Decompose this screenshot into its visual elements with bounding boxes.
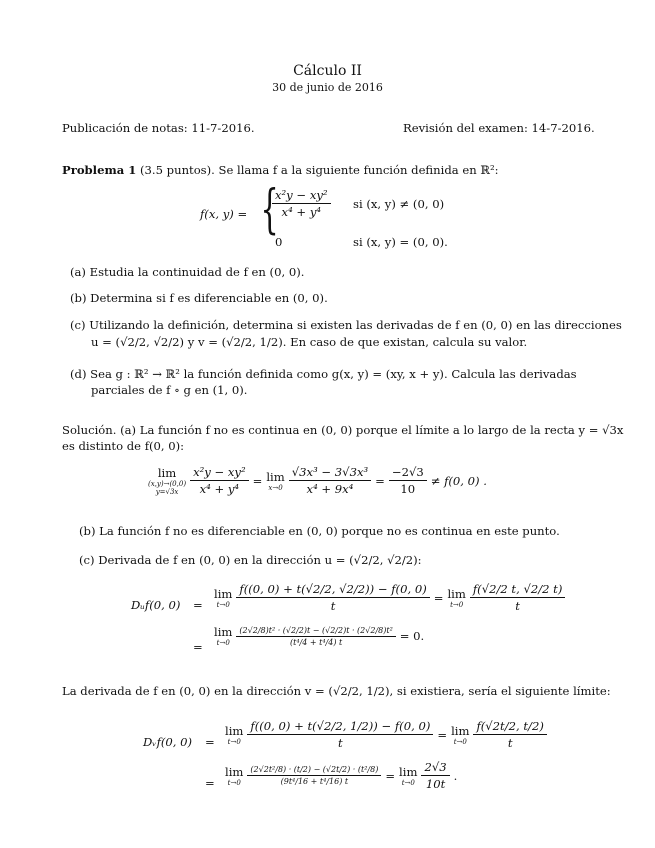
result-denominator: 10 bbox=[400, 482, 416, 496]
limit-fraction bbox=[190, 465, 249, 496]
solution-line1: Solución. (a) La función f no es continua en (0, 0) porque el límite a lo largo de la recta y = √3x bbox=[62, 423, 624, 437]
case2-condition: si (x, y) = (0, 0). bbox=[353, 235, 448, 249]
dv-numerator-2: f(√2t/2, t/2) bbox=[473, 719, 546, 735]
du-result: = 0. bbox=[399, 629, 425, 643]
lim-text: lim bbox=[214, 625, 233, 639]
du-denominator-2: t bbox=[515, 599, 520, 613]
solution-item-c: (c) Derivada de f en (0, 0) en la dirección u = (√2/2, √2/2): bbox=[79, 553, 422, 567]
limit-operator-t bbox=[447, 587, 465, 609]
substituted-numerator: √3x³ − 3√3x³ bbox=[289, 465, 371, 481]
equals-sign: = bbox=[252, 473, 263, 488]
definition-brace: { bbox=[260, 180, 279, 240]
lim-subscript: t→0 bbox=[401, 778, 415, 787]
lim-subscript: t→0 bbox=[216, 600, 230, 609]
equals-sign: = bbox=[193, 640, 203, 654]
solution-line2: es distinto de f(0, 0): bbox=[62, 439, 185, 453]
case1-denominator: x⁴ + y⁴ bbox=[281, 205, 322, 219]
dv-fraction-3 bbox=[247, 765, 381, 786]
dv-numerator-3: (2√2t²/8) · (t/2) − (√2t/2) · (t²/8) bbox=[247, 765, 381, 776]
equals-sign: = bbox=[205, 735, 215, 749]
problem-label: Problema 1 bbox=[62, 163, 137, 177]
lim-subscript: t→0 bbox=[450, 600, 464, 609]
dv-fraction-1 bbox=[247, 719, 433, 750]
result-numerator: −2√3 bbox=[389, 465, 427, 481]
limit-operator-t bbox=[214, 625, 232, 647]
du-fraction-2 bbox=[470, 582, 566, 613]
equals-sign: = bbox=[437, 727, 448, 742]
limit-equation-a bbox=[148, 465, 487, 496]
page-title: Cálculo II bbox=[293, 63, 362, 79]
du-lhs: Dᵤf(0, 0) bbox=[131, 598, 181, 612]
lim-text: lim bbox=[451, 723, 470, 738]
lim-text: lim bbox=[447, 586, 466, 601]
problem-intro-text: (3.5 puntos). Se llama f a la siguiente función definida en ℝ²: bbox=[140, 163, 499, 177]
equals-sign: = bbox=[385, 768, 396, 783]
dv-lhs: Dᵥf(0, 0) bbox=[143, 735, 193, 749]
period: . bbox=[453, 768, 458, 783]
du-denominator-1: t bbox=[330, 599, 336, 613]
limit-operator-t bbox=[225, 765, 243, 787]
du-denominator-3: (t⁴/4 + t⁴/4) t bbox=[290, 637, 343, 647]
limit-numerator: x²y − xy² bbox=[190, 465, 249, 481]
limit-operator-x bbox=[266, 470, 284, 492]
lim-subscript: x→0 bbox=[268, 483, 283, 492]
review-notice: Revisión del examen: 14-7-2016. bbox=[403, 121, 595, 135]
problem-item-a: (a) Estudia la continuidad de f en (0, 0). bbox=[70, 265, 305, 279]
dv-intro: La derivada de f en (0, 0) en la dirección v = (√2/2, 1/2), si existiera, sería el siguiente límite: bbox=[62, 684, 611, 698]
case1-numerator: x²y − xy² bbox=[272, 188, 331, 204]
problem-item-c-line2: u = (√2/2, √2/2) y v = (√2/2, 1/2). En caso de que existan, calcula su valor. bbox=[91, 335, 528, 349]
substituted-fraction bbox=[289, 465, 371, 496]
dv-numerator-1: f((0, 0) + t(√2/2, 1/2)) − f(0, 0) bbox=[247, 719, 433, 735]
problem-item-d-line2: parciales de f ∘ g en (1, 0). bbox=[91, 383, 248, 397]
dv-denominator-1: t bbox=[338, 736, 343, 750]
problem-item-d-line1: (d) Sea g : ℝ² → ℝ² la función definida como g(x, y) = (xy, x + y). Calcula las derivadas bbox=[70, 367, 577, 381]
not-equal-tail: ≠ f(0, 0) . bbox=[430, 473, 487, 488]
dv-fraction-4 bbox=[421, 760, 449, 791]
solution-item-b: (b) La función f no es diferenciable en (0, 0) porque no es continua en este punto. bbox=[79, 524, 560, 538]
lim-text: lim bbox=[157, 465, 177, 480]
equals-sign: = bbox=[375, 473, 385, 488]
substituted-denominator: x⁴ + 9x⁴ bbox=[306, 482, 354, 496]
dv-denominator-4: 10t bbox=[425, 777, 446, 791]
equals-sign: = bbox=[205, 776, 215, 790]
lim-text: lim bbox=[399, 764, 418, 779]
dv-line1 bbox=[225, 719, 547, 750]
du-line1 bbox=[214, 582, 565, 613]
case2-value: 0 bbox=[275, 235, 283, 249]
dv-line2 bbox=[225, 760, 457, 791]
du-fraction-1 bbox=[236, 582, 429, 613]
lim-subscript: t→0 bbox=[227, 737, 241, 746]
lim-subscript-1: (x,y)→(0,0) bbox=[148, 479, 187, 488]
limit-operator-t bbox=[451, 724, 469, 746]
dv-denominator-2: t bbox=[507, 736, 513, 750]
equals-sign: = bbox=[193, 598, 203, 612]
problem-intro bbox=[62, 163, 499, 177]
problem-item-c-line1: (c) Utilizando la definición, determina si existen las derivadas de f en (0, 0) en las direcciones bbox=[70, 318, 622, 332]
limit-denominator: x⁴ + y⁴ bbox=[199, 482, 240, 496]
lim-subscript: t→0 bbox=[227, 778, 241, 787]
limit-operator-t bbox=[399, 765, 417, 787]
exam-date: 30 de junio de 2016 bbox=[272, 81, 383, 94]
lim-subscript: t→0 bbox=[453, 737, 467, 746]
lim-text: lim bbox=[225, 764, 244, 779]
dv-fraction-2 bbox=[473, 719, 546, 750]
du-numerator-3: (2√2/8)t² · (√2/2)t − (√2/2)t · (2√2/8)t² bbox=[236, 626, 395, 637]
limit-operator-t bbox=[225, 724, 243, 746]
limit-operator-t bbox=[214, 587, 232, 609]
du-line2 bbox=[214, 625, 424, 647]
definition-lhs: f(x, y) = bbox=[200, 207, 248, 221]
lim-subscript: t→0 bbox=[216, 639, 230, 647]
problem-item-b: (b) Determina si f es diferenciable en (0, 0). bbox=[70, 291, 328, 305]
dv-numerator-4: 2√3 bbox=[421, 760, 449, 776]
lim-text: lim bbox=[214, 586, 233, 601]
result-fraction bbox=[389, 465, 427, 496]
publication-notice: Publicación de notas: 11-7-2016. bbox=[62, 121, 255, 135]
limit-operator bbox=[148, 466, 186, 496]
case1-condition: si (x, y) ≠ (0, 0) bbox=[353, 197, 445, 211]
lim-text: lim bbox=[266, 469, 285, 484]
du-fraction-3 bbox=[236, 626, 395, 647]
equals-sign: = bbox=[433, 590, 444, 605]
lim-subscript-2: y=√3x bbox=[155, 487, 179, 496]
du-numerator-2: f(√2/2 t, √2/2 t) bbox=[470, 582, 566, 598]
lim-text: lim bbox=[225, 723, 244, 738]
du-numerator-1: f((0, 0) + t(√2/2, √2/2)) − f(0, 0) bbox=[236, 582, 429, 598]
dv-denominator-3: (9t⁴/16 + t⁴/16) t bbox=[280, 777, 349, 786]
case1-fraction bbox=[272, 188, 331, 219]
